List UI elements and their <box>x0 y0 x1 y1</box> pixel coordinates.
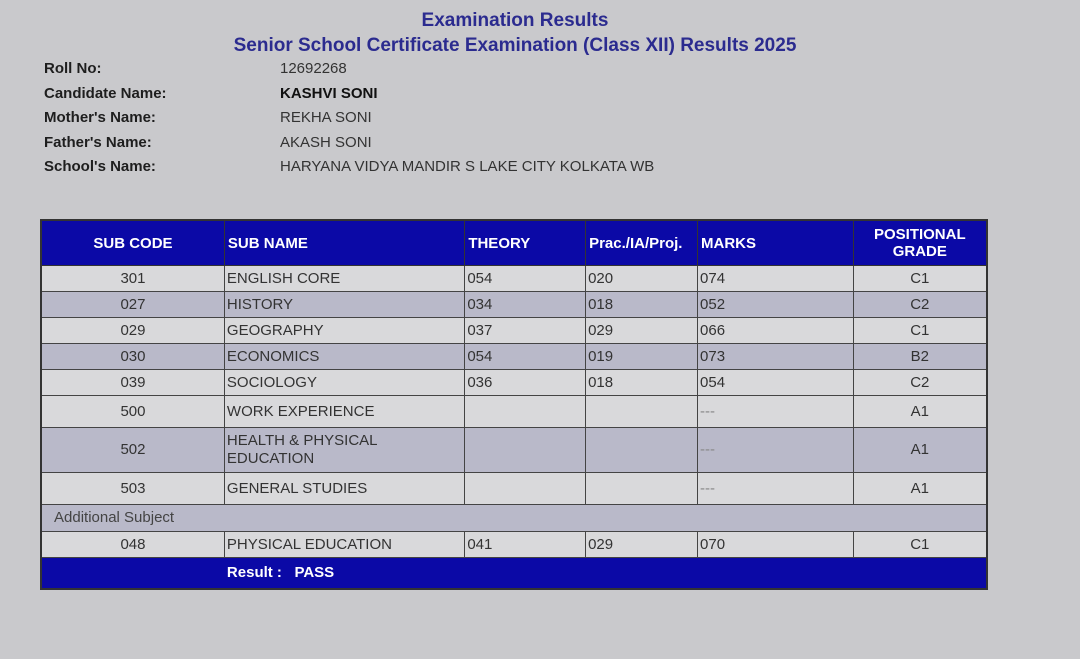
marks-cell: --- <box>698 396 854 428</box>
marks-cell: --- <box>698 428 854 473</box>
header-marks: MARKS <box>698 220 854 266</box>
grade-cell: C2 <box>853 370 987 396</box>
mother-name-label: Mother's Name: <box>44 109 156 126</box>
theory-cell: 036 <box>465 370 586 396</box>
result-value: PASS <box>294 564 335 581</box>
sub-name-cell: WORK EXPERIENCE <box>224 396 464 428</box>
sub-name-cell: SOCIOLOGY <box>224 370 464 396</box>
theory-cell: 054 <box>465 344 586 370</box>
sub-code-cell: 030 <box>41 344 224 370</box>
prac-cell <box>586 396 698 428</box>
theory-cell <box>465 473 586 505</box>
marks-cell: 066 <box>698 318 854 344</box>
result-cell <box>224 558 987 590</box>
header-theory: THEORY <box>465 220 586 266</box>
prac-cell: 018 <box>586 370 698 396</box>
sub-name-cell <box>224 428 464 473</box>
sub-name-cell: ENGLISH CORE <box>224 266 464 292</box>
grade-cell: C1 <box>853 266 987 292</box>
roll-no-label: Roll No: <box>44 60 102 77</box>
page-subtitle: Senior School Certificate Examination (Class XII) Results 2025 <box>233 35 797 56</box>
sub-name-cell: GEOGRAPHY <box>224 318 464 344</box>
theory-cell: 054 <box>465 266 586 292</box>
father-name-value: AKASH SONI <box>280 133 372 151</box>
prac-cell: 029 <box>586 532 698 558</box>
prac-cell <box>586 473 698 505</box>
header-prac: Prac./IA/Proj. <box>586 220 698 266</box>
candidate-name-value: KASHVI SONI <box>280 84 378 102</box>
prac-cell: 018 <box>586 292 698 318</box>
header-grade-line2: GRADE <box>892 243 947 260</box>
header-positional-grade <box>853 220 987 266</box>
grade-cell: B2 <box>853 344 987 370</box>
theory-cell <box>465 396 586 428</box>
marks-cell: 073 <box>698 344 854 370</box>
table-row <box>41 473 987 505</box>
grade-cell: C2 <box>853 292 987 318</box>
marks-cell: --- <box>698 473 854 505</box>
additional-subject-row <box>41 505 987 532</box>
sub-code-cell: 503 <box>41 473 224 505</box>
sub-name-cell: GENERAL STUDIES <box>224 473 464 505</box>
results-header <box>0 8 1030 58</box>
table-row <box>41 344 987 370</box>
sub-name-cell: HISTORY <box>224 292 464 318</box>
marks-table <box>40 219 988 590</box>
table-row <box>41 266 987 292</box>
school-name-value: HARYANA VIDYA MANDIR S LAKE CITY KOLKATA WB <box>280 158 655 175</box>
result-label: Result : <box>226 564 282 581</box>
sub-name-line1: HEALTH & PHYSICAL <box>226 432 378 449</box>
sub-name-cell: PHYSICAL EDUCATION <box>224 532 464 558</box>
table-row <box>41 428 987 473</box>
marks-cell: 070 <box>698 532 854 558</box>
table-header-row <box>41 220 987 266</box>
sub-code-cell: 029 <box>41 318 224 344</box>
result-row <box>41 558 987 590</box>
table-row <box>41 396 987 428</box>
page-title: Examination Results <box>421 10 609 31</box>
theory-cell: 034 <box>465 292 586 318</box>
grade-cell: A1 <box>853 428 987 473</box>
additional-subject-label: Additional Subject <box>41 505 987 532</box>
grade-cell: C1 <box>853 318 987 344</box>
sub-code-cell: 027 <box>41 292 224 318</box>
table-row <box>41 532 987 558</box>
sub-code-cell: 500 <box>41 396 224 428</box>
table-row <box>41 292 987 318</box>
candidate-name-label: Candidate Name: <box>44 84 167 102</box>
table-row <box>41 318 987 344</box>
header-sub-code: SUB CODE <box>41 220 224 266</box>
header-sub-name: SUB NAME <box>224 220 464 266</box>
sub-name-cell: ECONOMICS <box>224 344 464 370</box>
grade-cell: C1 <box>853 532 987 558</box>
sub-code-cell: 039 <box>41 370 224 396</box>
mother-name-value: REKHA SONI <box>280 109 372 126</box>
header-grade-line1: POSITIONAL <box>873 226 966 243</box>
sub-code-cell: 301 <box>41 266 224 292</box>
table-row <box>41 370 987 396</box>
sub-code-cell: 502 <box>41 428 224 473</box>
father-name-label: Father's Name: <box>44 133 152 151</box>
theory-cell <box>465 428 586 473</box>
result-empty-cell <box>41 558 224 590</box>
prac-cell: 019 <box>586 344 698 370</box>
marks-cell: 052 <box>698 292 854 318</box>
marks-cell: 074 <box>698 266 854 292</box>
grade-cell: A1 <box>853 396 987 428</box>
prac-cell: 020 <box>586 266 698 292</box>
marks-cell: 054 <box>698 370 854 396</box>
roll-no-value: 12692268 <box>280 60 347 77</box>
prac-cell: 029 <box>586 318 698 344</box>
theory-cell: 041 <box>465 532 586 558</box>
theory-cell: 037 <box>465 318 586 344</box>
prac-cell <box>586 428 698 473</box>
sub-name-line2: EDUCATION <box>226 450 315 467</box>
sub-code-cell: 048 <box>41 532 224 558</box>
grade-cell: A1 <box>853 473 987 505</box>
school-name-label: School's Name: <box>44 158 156 175</box>
